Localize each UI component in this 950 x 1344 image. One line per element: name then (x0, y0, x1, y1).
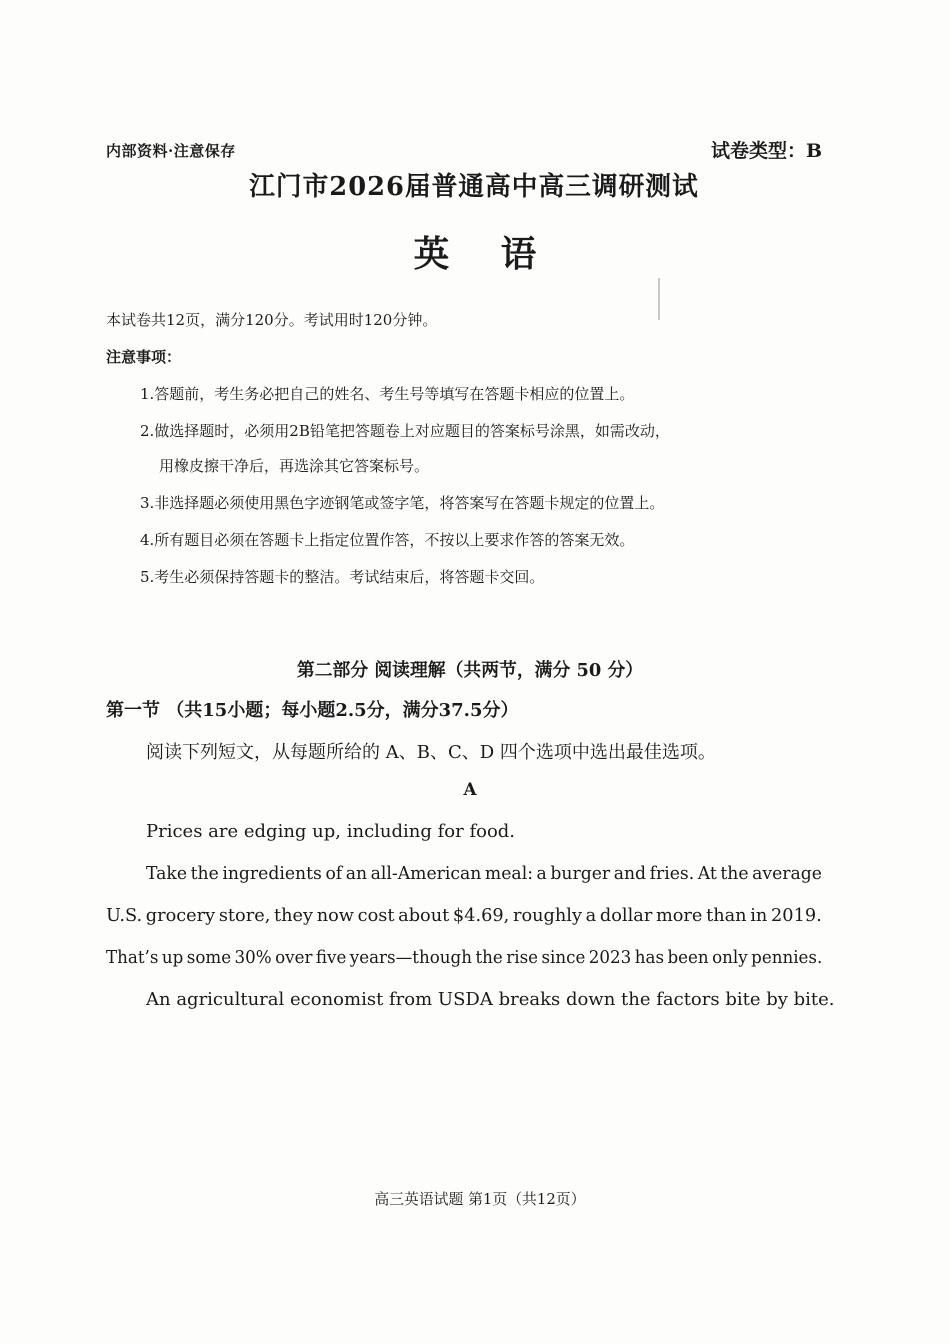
subject-title: 英语 (413, 233, 588, 275)
note-item-1: 1.答题前，考生务必把自己的姓名、考生号等填写在答题卡相应的位置上。 (140, 385, 635, 403)
passage-line-2: Take the ingredients of an all-American meal: a burger and fries. At the average (146, 863, 822, 884)
exam-title: 江门市2026届普通高中高三调研测试 (249, 172, 699, 202)
page-footer: 高三英语试题 第1页（共12页） (374, 1190, 586, 1208)
paper-type-label: 试卷类型：B (710, 140, 822, 162)
note-item-2: 2.做选择题时，必须用2B铅笔把答题卷上对应题目的答案标号涂黑，如需改动， (140, 422, 670, 440)
passage-line-1: Prices are edging up, including for food. (146, 821, 516, 842)
section1-heading: 第一节 （共15小题；每小题2.5分，满分37.5分） (106, 700, 519, 721)
passage-label: A (463, 780, 477, 800)
reading-instruction: 阅读下列短文，从每题所给的 A、B、C、D 四个选项中选出最佳选项。 (146, 742, 716, 763)
passage-line-3: U.S. grocery store, they now cost about $4.69, roughly a dollar more than in 2019. (106, 905, 822, 926)
part2-heading: 第二部分 阅读理解（共两节，满分 50 分） (296, 660, 644, 681)
scan-artifact-line (658, 278, 660, 320)
passage-line-5: An agricultural economist from USDA breaks down the factors bite by bite. (146, 989, 835, 1010)
notes-heading: 注意事项： (106, 348, 182, 366)
note-item-5: 5.考生必须保持答题卡的整洁。考试结束后，将答题卡交回。 (140, 568, 545, 586)
note-item-2-continued: 用橡皮擦干净后，再选涂其它答案标号。 (159, 457, 430, 475)
confidential-label: 内部资料·注意保存 (106, 142, 236, 160)
note-item-3: 3.非选择题必须使用黑色字迹钢笔或签字笔，将答案写在答题卡规定的位置上。 (140, 494, 665, 512)
exam-intro: 本试卷共12页，满分120分。考试用时120分钟。 (106, 311, 438, 329)
passage-line-4: That’s up some 30% over five years—though the rise since 2023 has been only pennies. (106, 947, 823, 968)
note-item-4: 4.所有题目必须在答题卡上指定位置作答，不按以上要求作答的答案无效。 (140, 531, 635, 549)
